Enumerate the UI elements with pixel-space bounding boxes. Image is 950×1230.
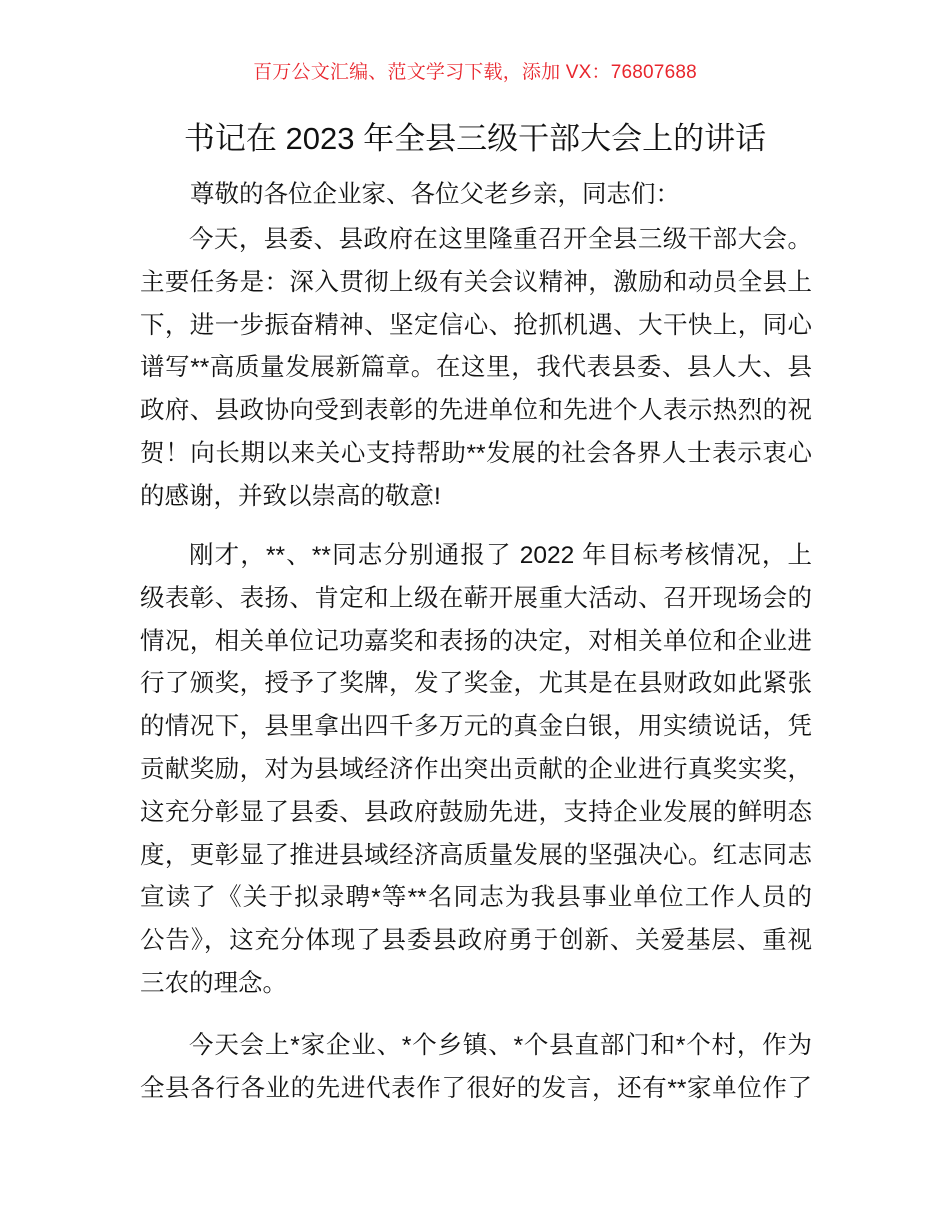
text-line: 今天，县委、县政府在这里隆重召开全县三级干部大会。 [189, 226, 812, 253]
text-line: 行了颁奖，授予了奖牌，发了奖金，尤其是在县财政如此紧张 [140, 670, 812, 698]
text-line: 的情况下，县里拿出四千多万元的真金白银，用实绩说话，凭 [140, 713, 812, 741]
text-line: 的感谢，并致以崇高的敬意! [140, 482, 441, 510]
paragraph-2 [140, 535, 812, 1006]
text-line: 今天会上*家企业、*个乡镇、*个县直部门和*个村，作为 [189, 1032, 812, 1059]
text-line: 三农的理念。 [140, 969, 287, 997]
text-line: 情况，相关单位记功嘉奖和表扬的决定，对相关单位和企业进 [140, 627, 812, 655]
text-line: 级表彰、表扬、肯定和上级在蕲开展重大活动、召开现场会的 [140, 584, 812, 612]
document-title: 书记在 2023 年全县三级干部大会上的讲话 [183, 121, 767, 156]
watermark-header: 百万公文汇编、范文学习下载，添加 VX：76807688 [253, 62, 697, 83]
text-line: 贡献奖励，对为县域经济作出突出贡献的企业进行真奖实奖， [140, 755, 812, 783]
text-line: 这充分彰显了县委、县政府鼓励先进，支持企业发展的鲜明态 [140, 798, 812, 826]
text-line: 政府、县政协向受到表彰的先进单位和先进个人表示热烈的祝 [140, 397, 812, 425]
text-line: 下，进一步振奋精神、坚定信心、抢抓机遇、大干快上，同心 [140, 311, 812, 339]
text-line: 公告》，这充分体现了县委县政府勇于创新、关爱基层、重视 [140, 927, 812, 955]
text-line: 全县各行各业的先进代表作了很好的发言，还有**家单位作了 [140, 1074, 812, 1102]
salutation: 尊敬的各位企业家、各位父老乡亲，同志们： [190, 181, 680, 208]
text-line: 谱写**高质量发展新篇章。在这里，我代表县委、县人大、县 [140, 354, 812, 382]
text-line: 刚才，**、**同志分别通报了 2022 年目标考核情况，上 [189, 542, 812, 569]
text-line: 度，更彰显了推进县域经济高质量发展的坚强决心。红志同志 [140, 841, 812, 869]
text-line: 主要任务是：深入贯彻上级有关会议精神，激励和动员全县上 [140, 268, 812, 296]
text-line: 宣读了《关于拟录聘*等**名同志为我县事业单位工作人员的 [140, 884, 812, 912]
paragraph-3 [140, 1025, 812, 1111]
text-line: 贺！向长期以来关心支持帮助**发展的社会各界人士表示衷心 [140, 439, 812, 467]
paragraph-1 [140, 219, 812, 519]
